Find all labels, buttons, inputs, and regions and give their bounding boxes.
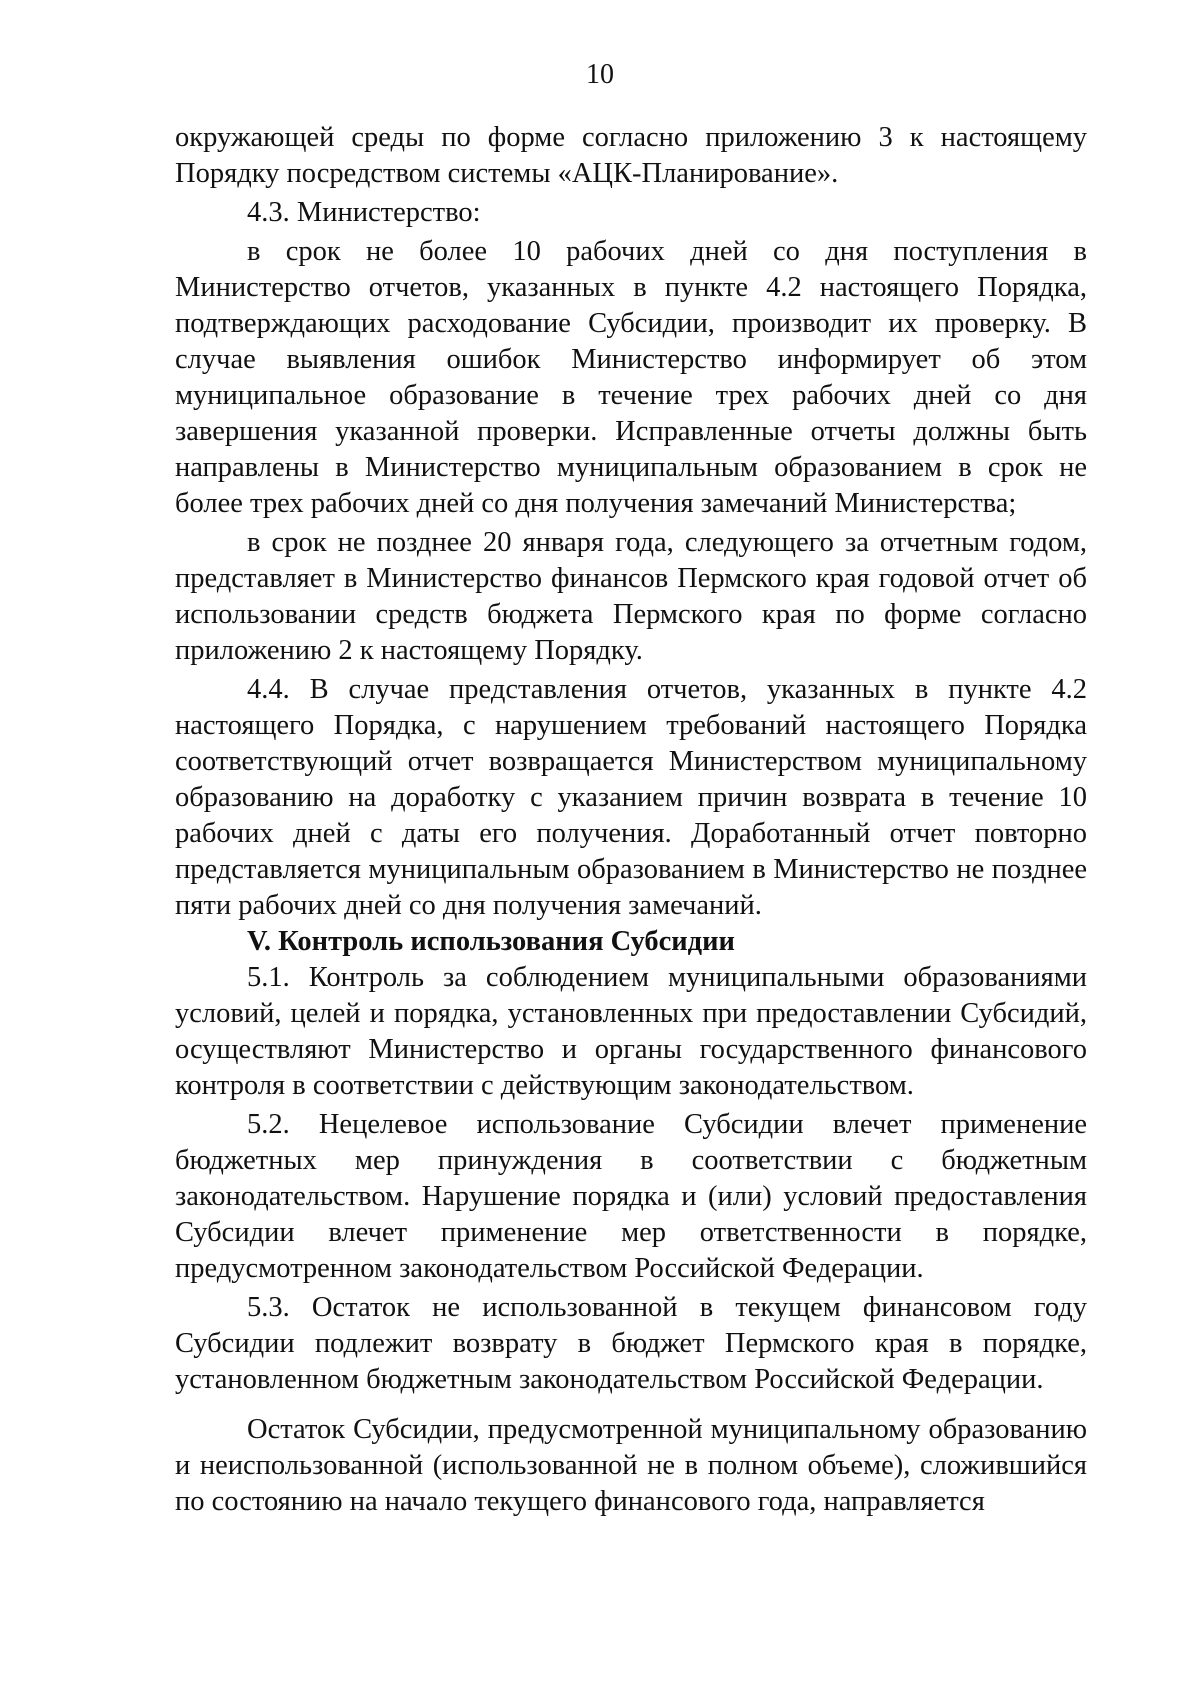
paragraph-5-2: 5.2. Нецелевое использование Субсидии влечет применение бюджетных мер принуждения в соответствии с бюджетным законодательством. Нарушение порядка и (или) условий предоставления Субсидии влечет применение мер ответственности в порядке, предусмотренном законодательством Российской Федерации.: [175, 1109, 1087, 1284]
document-body: [175, 120, 1087, 1520]
paragraph-continuation: окружающей среды по форме согласно приложению 3 к настоящему Порядку посредством системы «АЦК-Планирование».: [175, 122, 1087, 189]
paragraph-5-3: 5.3. Остаток не использованной в текущем финансовом году Субсидии подлежит возврату в бюджет Пермского края в порядке, установленном бюджетным законодательством Российской Федерации.: [175, 1292, 1087, 1395]
paragraph-remainder: Остаток Субсидии, предусмотренной муниципальному образованию и неиспользованной (использованной не в полном объеме), сложившийся по состоянию на начало текущего финансового года, направляется: [175, 1414, 1087, 1517]
paragraph-4-3-review-term: в срок не более 10 рабочих дней со дня поступления в Министерство отчетов, указанных в пункте 4.2 настоящего Порядка, подтверждающих расходование Субсидии, производит их проверку. В случае выявления ошибок Министерство информирует об этом муниципальное образование в течение трех рабочих дней со дня завершения указанной проверки. Исправленные отчеты должны быть направлены в Министерство муниципальным образованием в срок не более трех рабочих дней со дня получения замечаний Министерства;: [175, 236, 1087, 519]
paragraph-5-1: 5.1. Контроль за соблюдением муниципальными образованиями условий, целей и порядка, установленных при предоставлении Субсидий, осуществляют Министерство и органы государственного финансового контроля в соответствии с действующим законодательством.: [175, 962, 1087, 1101]
paragraph-4-4: 4.4. В случае представления отчетов, указанных в пункте 4.2 настоящего Порядка, с нарушением требований настоящего Порядка соответствующий отчет возвращается Министерством муниципальному образованию на доработку с указанием причин возврата в течение 10 рабочих дней с даты его получения. Доработанный отчет повторно представляется муниципальным образованием в Министерство не позднее пяти рабочих дней со дня получения замечаний.: [175, 674, 1087, 921]
paragraph-4-3-annual-report: в срок не позднее 20 января года, следующего за отчетным годом, представляет в Министерство финансов Пермского края годовой отчет об использовании средств бюджета Пермского края по форме согласно приложению 2 к настоящему Порядку.: [175, 527, 1087, 666]
section-heading: V. Контроль использования Субсидии: [247, 926, 735, 957]
page-number: 10: [586, 59, 614, 90]
paragraph-4-3-heading: 4.3. Министерство:: [247, 197, 481, 228]
